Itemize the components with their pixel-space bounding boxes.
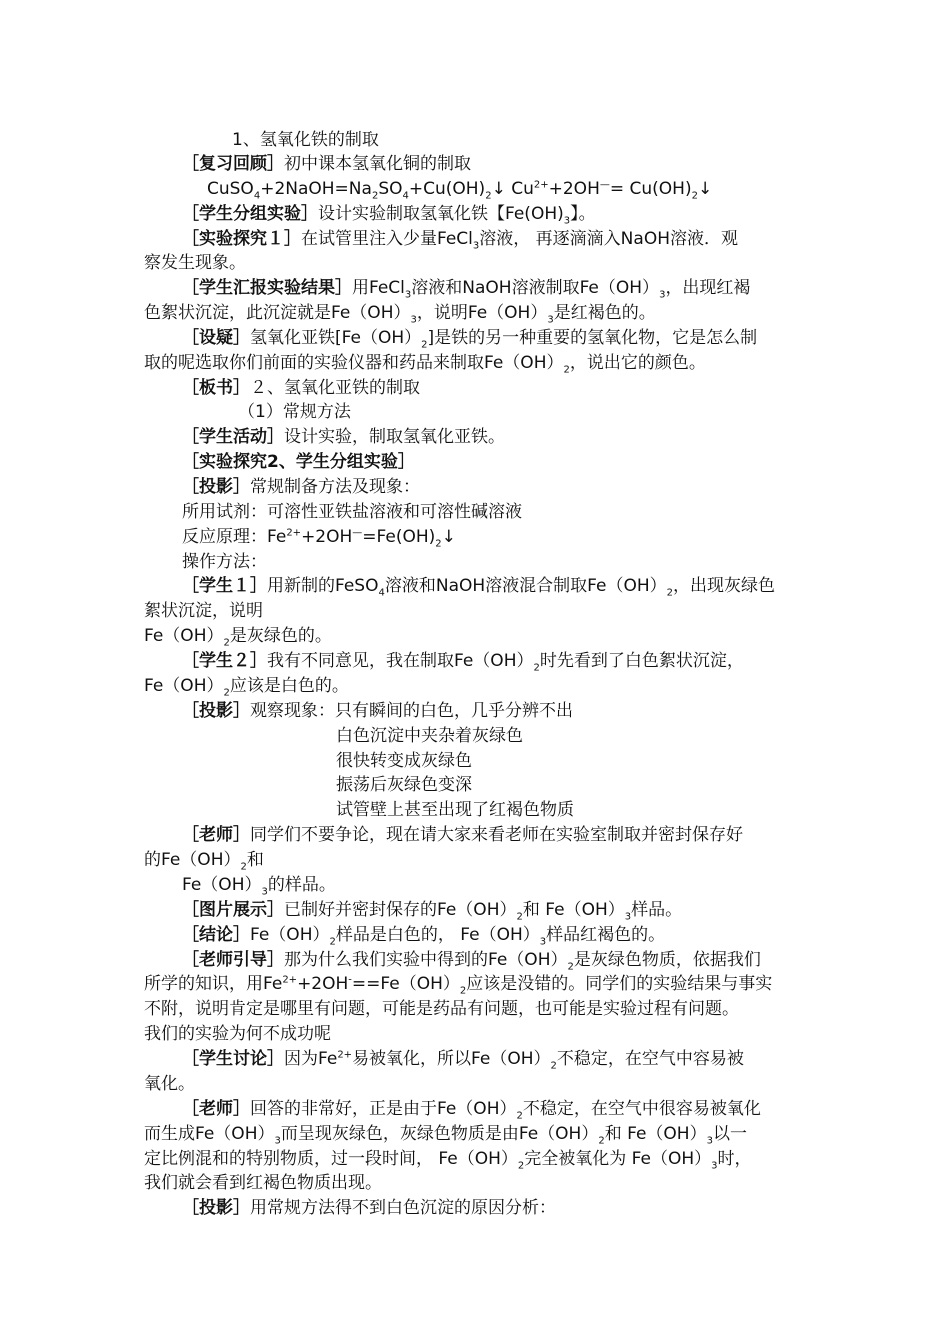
text-run: 是灰绿色物质，依据我们	[573, 950, 761, 970]
text-run: 样品是白色的， Fe（OH）	[335, 925, 540, 945]
subscript: 2	[533, 662, 540, 674]
subscript: 3	[410, 314, 417, 326]
superscript: 2+	[533, 179, 549, 191]
text-run: 以一	[712, 1124, 747, 1144]
text-line	[238, 400, 351, 424]
text-line	[144, 599, 263, 623]
text-line	[182, 823, 743, 847]
text-run: ↓	[697, 179, 713, 199]
text-line	[182, 898, 682, 922]
text-run: 的Fe（OH）	[144, 850, 241, 870]
subscript: 2	[435, 538, 442, 550]
subscript: 3	[547, 314, 554, 326]
text-run: 色絮状沉淀，此沉淀就是Fe（OH）	[144, 303, 411, 323]
section-tag: ［学生汇报实验结果］	[182, 278, 352, 298]
superscript: 2+	[282, 974, 298, 986]
section-tag: ［复习回顾］	[182, 154, 284, 174]
text-run: +2OH	[548, 179, 600, 199]
text-run: 我们就会看到红褐色物质出现。	[144, 1173, 382, 1193]
text-run: ，说出它的颜色。	[569, 353, 706, 373]
text-run: 不附，说明肯定是哪里有问题，可能是药品有问题，也可能是实验过程有问题。	[144, 999, 739, 1019]
text-line	[336, 773, 472, 797]
text-run: 不稳定，在空气中很容易被氧化	[522, 1099, 761, 1119]
text-line	[182, 1196, 556, 1220]
subscript: 2	[563, 364, 570, 376]
subscript: 2	[550, 1060, 557, 1072]
section-tag: ［学生讨论］	[182, 1049, 284, 1069]
text-run: = Cu(OH)	[609, 179, 692, 199]
text-run: 是红褐色的。	[553, 303, 656, 323]
section-tag: ［学生２］	[182, 651, 267, 671]
text-run: ↓	[441, 527, 456, 547]
text-run: 取的呢选取你们前面的实验仪器和药品来制取Fe（OH）	[144, 353, 564, 373]
text-line	[182, 326, 757, 350]
text-run: 溶液， 再逐滴滴入NaOH溶液．观	[479, 229, 738, 249]
text-run: 氧化。	[144, 1074, 195, 1094]
text-line	[144, 1022, 331, 1046]
text-run: CuSO	[207, 179, 254, 199]
subscript: 2	[223, 637, 230, 649]
text-line	[182, 450, 415, 474]
subscript: 2	[459, 985, 467, 997]
subscript: 2	[516, 911, 523, 923]
subscript: 2	[421, 339, 428, 351]
text-run: 所学的知识，用Fe	[144, 974, 283, 994]
text-run: 同学们不要争论，现在请大家来看老师在实验室制取并密封保存好	[250, 825, 743, 845]
text-line	[336, 749, 472, 773]
text-run: 设计实验，制取氢氧化亚铁。	[284, 427, 505, 447]
text-run: 设计实验制取氢氧化铁【Fe(OH)	[318, 204, 564, 224]
section-tag: ［实验探究2、学生分组实验］	[182, 452, 415, 472]
text-line	[182, 923, 665, 947]
subscript: 3	[274, 1135, 281, 1147]
section-tag: ［老师］	[182, 1099, 250, 1119]
text-run: 而呈现灰绿色，灰绿色物质是由Fe（OH）	[280, 1124, 599, 1144]
text-run: 那为什么我们实验中得到的Fe（OH）	[284, 950, 568, 970]
text-run: 我们的实验为何不成功呢	[144, 1024, 331, 1044]
text-line	[182, 948, 761, 972]
text-run: （1）常规方法	[238, 402, 351, 422]
superscript: -	[348, 974, 352, 986]
text-line	[144, 972, 772, 996]
text-run: 所用试剂：可溶性亚铁盐溶液和可溶性碱溶液	[182, 502, 522, 522]
text-run: Fe（OH）	[250, 925, 330, 945]
subscript: 2	[329, 936, 336, 948]
text-line	[144, 624, 332, 648]
section-tag: ［投影］	[182, 1198, 250, 1218]
text-line	[182, 276, 750, 300]
text-line	[182, 475, 420, 499]
text-line	[144, 848, 264, 872]
subscript: 2	[485, 190, 492, 202]
subscript: 4	[253, 190, 261, 202]
text-run: 溶液和NaOH溶液混合制取Fe（OH）	[384, 576, 667, 596]
text-run: 观察现象：只有瞬间的白色，几乎分辨不出	[250, 701, 573, 721]
text-run: 絮状沉淀，说明	[144, 601, 263, 621]
text-run: ]是铁的另一种重要的氢氧化物，它是怎么制	[427, 328, 758, 348]
text-line	[144, 1122, 747, 1146]
subscript: 2	[371, 190, 379, 202]
text-line	[182, 376, 420, 400]
subscript: 4	[402, 190, 409, 202]
text-line	[182, 500, 522, 524]
section-tag: ［学生１］	[182, 576, 267, 596]
text-run: +2NaOH=Na	[260, 179, 372, 199]
text-run: 白色沉淀中夹杂着灰绿色	[336, 726, 523, 746]
text-line	[144, 1072, 195, 1096]
text-run: 操作方法：	[182, 552, 267, 572]
text-run: ==Fe（OH）	[351, 974, 460, 994]
text-run: 样品红褐色的。	[546, 925, 666, 945]
text-line	[144, 997, 739, 1021]
subscript: 2	[567, 961, 574, 973]
text-line	[232, 128, 379, 152]
text-run: 时先看到了白色絮状沉淀，	[539, 651, 744, 671]
text-run: ，出现灰绿色	[673, 576, 776, 596]
text-run: Fe（OH）	[182, 875, 262, 895]
text-run: 察发生现象。	[144, 253, 246, 273]
text-line	[182, 525, 456, 549]
text-line	[144, 301, 656, 325]
text-run: 用新制的FeSO	[267, 576, 379, 596]
superscript: 2+	[337, 1049, 353, 1061]
text-line	[182, 1097, 761, 1121]
subscript: 3	[706, 1135, 713, 1147]
subscript: 2	[223, 687, 230, 699]
text-run: 而生成Fe（OH）	[144, 1124, 275, 1144]
subscript: 3	[472, 240, 480, 252]
text-line	[144, 1171, 382, 1195]
text-line	[144, 1147, 752, 1171]
subscript: 3	[404, 289, 412, 301]
section-tag: ［老师引导］	[182, 950, 284, 970]
text-line	[336, 798, 574, 822]
text-line	[182, 152, 471, 176]
subscript: 3	[261, 886, 268, 898]
subscript: 2	[516, 1110, 523, 1122]
section-tag: ［板书］	[182, 378, 250, 398]
text-line	[144, 351, 706, 375]
text-run: ，出现红褐	[665, 278, 751, 298]
text-line	[182, 425, 505, 449]
text-run: 易被氧化，所以Fe（OH）	[352, 1049, 551, 1069]
subscript: 3	[539, 936, 547, 948]
text-line	[336, 724, 523, 748]
superscript: —	[352, 527, 363, 539]
section-tag: ［投影］	[182, 477, 250, 497]
text-run: ↓ Cu	[491, 179, 534, 199]
text-run: +Cu(OH)	[408, 179, 486, 199]
text-run: 应该是白色的。	[229, 676, 349, 696]
text-run: 定比例混和的特别物质，过一段时间， Fe（OH）	[144, 1149, 518, 1169]
text-run: 试管壁上甚至出现了红褐色物质	[336, 800, 574, 820]
text-run: 初中课本氢氧化铜的制取	[284, 154, 471, 174]
subscript: 3	[624, 911, 632, 923]
section-tag: ［老师］	[182, 825, 250, 845]
section-tag: ［学生活动］	[182, 427, 284, 447]
section-tag: ［学生分组实验］	[182, 204, 318, 224]
text-run: 用常规方法得不到白色沉淀的原因分析：	[250, 1198, 556, 1218]
text-run: 因为Fe	[284, 1049, 338, 1069]
text-run: ２、氢氧化亚铁的制取	[250, 378, 420, 398]
subscript: 2	[598, 1135, 605, 1147]
text-run: SO	[378, 179, 403, 199]
text-run: 溶液和NaOH溶液制取Fe（OH）	[411, 278, 660, 298]
text-run: +2OH	[297, 974, 349, 994]
text-run: 用FeCl	[352, 278, 405, 298]
superscript: —	[599, 179, 610, 191]
text-line	[144, 674, 349, 698]
text-run: 和	[246, 850, 264, 870]
text-line	[182, 550, 267, 574]
text-run: 很快转变成灰绿色	[336, 751, 472, 771]
text-line	[182, 1047, 744, 1071]
text-run: 应该是没错的。同学们的实验结果与事实	[466, 974, 773, 994]
section-tag: ［图片展示］	[182, 900, 284, 920]
text-run: 氢氧化亚铁[Fe（OH）	[250, 328, 422, 348]
subscript: 3	[659, 289, 666, 301]
text-run: 回答的非常好，正是由于Fe（OH）	[250, 1099, 517, 1119]
subscript: 4	[378, 587, 385, 599]
text-run: 的样品。	[267, 875, 336, 895]
text-line	[182, 227, 738, 251]
text-run: ，说明Fe（OH）	[416, 303, 548, 323]
section-tag: ［设疑］	[182, 328, 250, 348]
text-run: Fe（OH）	[144, 626, 224, 646]
text-run: +2OH	[301, 527, 353, 547]
subscript: 2	[240, 861, 247, 873]
subscript: 3	[711, 1160, 718, 1172]
section-tag: ［结论］	[182, 925, 250, 945]
text-run: 时，	[717, 1149, 752, 1169]
text-run: 和 Fe（OH）	[604, 1124, 707, 1144]
section-tag: ［投影］	[182, 701, 250, 721]
subscript: 2	[666, 587, 674, 599]
text-line	[207, 177, 712, 201]
text-run: =Fe(OH)	[362, 527, 436, 547]
text-run: 样品。	[631, 900, 683, 920]
text-run: 是灰绿色的。	[229, 626, 332, 646]
text-run: 已制好并密封保存的Fe（OH）	[284, 900, 517, 920]
subscript: 3	[563, 215, 571, 227]
text-run: 不稳定，在空气中容易被	[556, 1049, 744, 1069]
subscript: 2	[691, 190, 698, 202]
text-line	[182, 202, 596, 226]
section-tag: ［实验探究１］	[182, 229, 301, 249]
text-run: 反应原理：Fe	[182, 527, 287, 547]
text-run: 在试管里注入少量FeCl	[301, 229, 473, 249]
subscript: 2	[517, 1160, 525, 1172]
text-run: 1、氢氧化铁的制取	[232, 130, 379, 150]
text-line	[182, 649, 744, 673]
text-run: 完全被氧化为 Fe（OH）	[524, 1149, 712, 1169]
text-run: 我有不同意见，我在制取Fe（OH）	[267, 651, 534, 671]
text-line	[144, 251, 246, 275]
text-run: 常规制备方法及现象：	[250, 477, 420, 497]
text-line	[182, 699, 573, 723]
text-run: 振荡后灰绿色变深	[336, 775, 472, 795]
superscript: 2+	[286, 527, 302, 539]
text-line	[182, 574, 775, 598]
text-run: 和 Fe（OH）	[522, 900, 625, 920]
text-run: 】。	[570, 204, 596, 224]
text-run: Fe（OH）	[144, 676, 224, 696]
text-line	[182, 873, 336, 897]
